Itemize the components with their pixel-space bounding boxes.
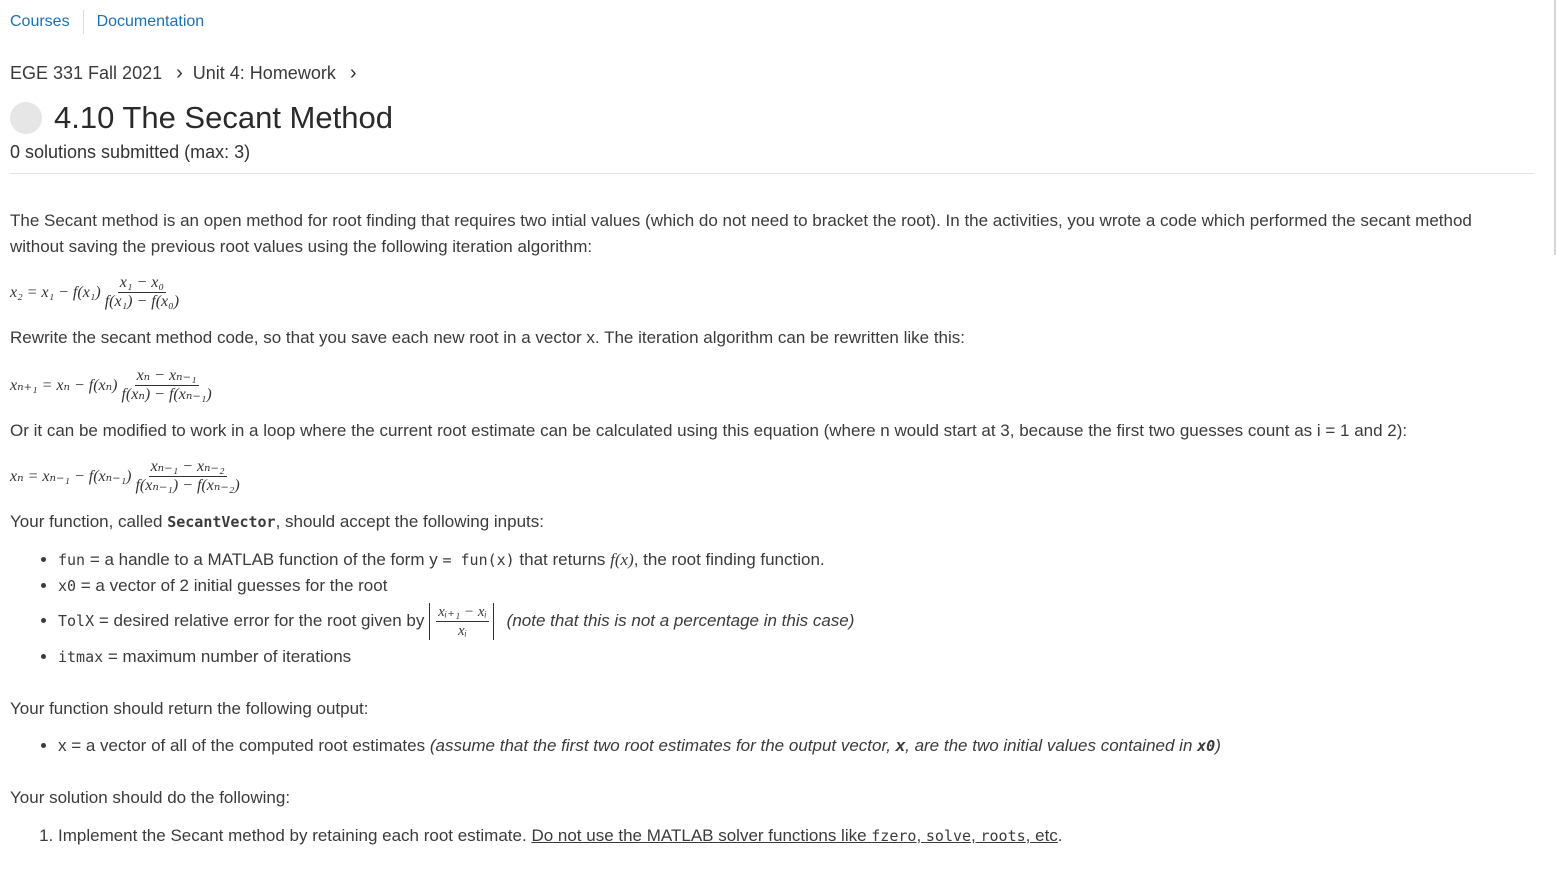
equation-2-denominator: f(xₙ) − f(xₙ₋₁) [121,386,212,403]
chevron-right-icon: › [176,62,183,84]
top-nav [10,10,204,34]
relative-error-numerator: xᵢ₊₁ − xᵢ [438,604,487,620]
page-title: 4.10 The Secant Method [54,100,393,135]
breadcrumb-unit[interactable]: Unit 4: Homework [192,63,336,83]
equation-3-lhs: xₙ = xₙ₋₁ − f(xₙ₋₁) [10,467,132,485]
output-x-note2: , are the two initial values contained in [905,736,1198,755]
list-item [58,547,1490,573]
relative-error-formula [429,603,494,640]
equation-2-numerator: xₙ − xₙ₋₁ [136,367,197,384]
nav-divider [83,10,84,34]
list-item [58,603,1490,640]
loop-paragraph: Or it can be modified to work in a loop where the current root estimate can be calculated using this equation (where n would start at 3, because the first two guesses count as i = 1 and 2): [10,421,1408,440]
input-tolx-name: TolX [58,611,95,630]
list-item [58,573,1490,599]
input-x0-text: = a vector of 2 initial guesses for the root [76,576,388,595]
equation-1 [10,274,1490,311]
outputs-list [10,733,1490,759]
output-x-note-var: x [895,736,906,755]
equation-3-numerator: xₙ₋₁ − xₙ₋₂ [150,458,225,475]
input-x0-name: x0 [58,577,77,595]
input-fun-text: = a handle to a MATLAB function of the form y [85,550,443,569]
input-itmax-text: = maximum number of iterations [103,647,352,666]
chevron-right-icon[interactable]: › [349,62,357,84]
inputs-post-text: , should accept the following inputs: [275,512,544,531]
step1-text: Implement the Secant method by retaining each root estimate. [58,826,532,845]
equation-3-denominator: f(xₙ₋₁) − f(xₙ₋₂) [135,477,240,494]
intro-paragraph: The Secant method is an open method for root finding that requires two intial values (which do not need to bracket the root). In the activities, you wrote a code which performed the secant method without saving the previous root values using the following iteration algorithm: [10,211,1472,256]
output-x-note: (assume that the first two root estimates for the output vector, [429,736,896,755]
input-fun-name: fun [58,551,86,569]
equation-1-lhs: x₂ = x₁ − f(x₁) [10,283,101,301]
problem-description [10,208,1490,849]
input-itmax-name: itmax [58,648,104,666]
input-tolx-text: = desired relative error for the root given by [94,610,430,630]
submission-count: 0 solutions submitted (max: 3) [10,142,251,162]
output-x-note3: ) [1215,736,1221,755]
step1-fzero: fzero [871,827,917,845]
list-item [58,644,1490,670]
inputs-paragraph [10,509,1490,535]
output-heading: Your function should return the following output: [10,699,369,718]
input-fun-math: f(x) [610,550,634,569]
completion-status-icon [10,102,42,134]
step1-warning: Do not use the MATLAB solver functions like fzero, solve, roots, etc [531,826,1058,845]
output-x-note-x0: x0 [1197,737,1216,755]
output-x-text: x = a vector of all of the computed root estimates [58,736,430,755]
step1-roots: roots [980,827,1026,845]
equation-1-numerator: x₁ − x₀ [119,274,164,291]
input-fun-text2: that returns [514,550,611,569]
divider [10,173,1534,174]
breadcrumb-course[interactable]: EGE 331 Fall 2021 [10,63,163,83]
function-name: SecantVector [167,513,276,531]
rewrite-paragraph: Rewrite the secant method code, so that you save each new root in a vector x. The iteration algorithm can be rewritten like this: [10,328,966,347]
input-fun-text3: , the root finding function. [633,550,825,569]
solution-steps [10,823,1490,849]
input-tolx-note: (note that this is not a percentage in this case) [506,610,855,630]
inputs-pre-text: Your function, called [10,512,168,531]
step1-link-text: Do not use the MATLAB solver functions like [531,826,872,845]
problem-header [10,100,393,136]
breadcrumb [10,62,367,85]
equation-1-denominator: f(x₁) − f(x₀) [104,293,180,310]
list-item: 1. Implement the Secant method by retaining each root estimate. Do not use the MATLAB solver functions like fzero, solve, roots, etc. [58,823,1490,849]
list-item [58,733,1490,759]
documentation-link[interactable]: Documentation [96,13,205,30]
equation-2 [10,367,1490,404]
input-fun-code: = fun(x) [442,551,515,569]
equation-2-lhs: xₙ₊₁ = xₙ − f(xₙ) [10,376,118,394]
step1-solve: solve [925,827,972,845]
solution-heading: Your solution should do the following: [10,788,291,807]
step1-end: etc [1030,826,1058,845]
relative-error-denominator: xᵢ [458,623,468,639]
equation-3 [10,458,1490,495]
courses-link[interactable]: Courses [10,13,70,30]
inputs-list [10,547,1490,670]
